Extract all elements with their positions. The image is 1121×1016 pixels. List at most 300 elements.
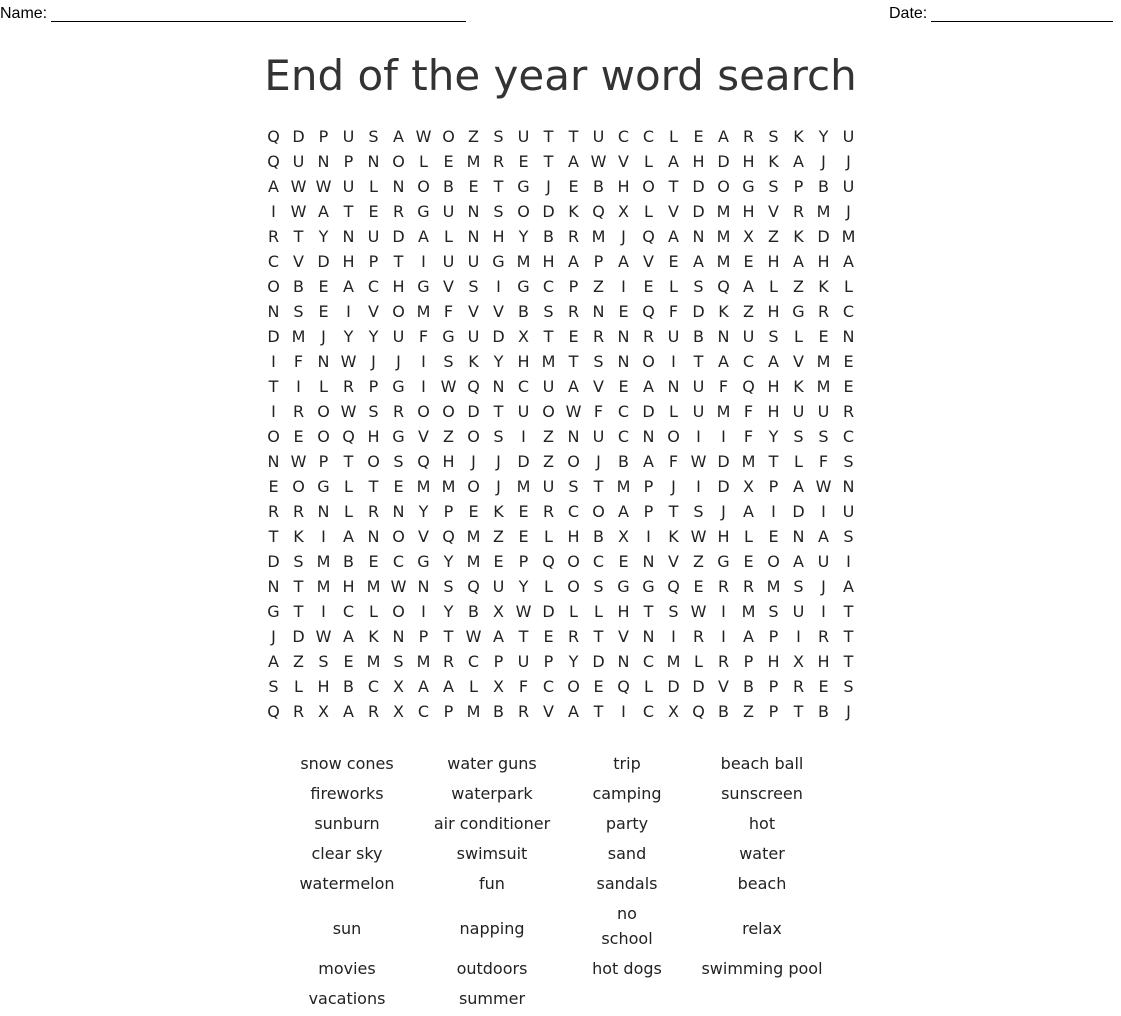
grid-letter: B: [718, 702, 729, 721]
grid-letter: U: [542, 377, 555, 396]
grid-letter: A: [568, 702, 579, 721]
grid-letter: E: [618, 302, 629, 321]
grid-letter: S: [493, 427, 504, 446]
grid-letter: G: [642, 577, 655, 596]
grid-letter: Y: [318, 227, 329, 246]
grid-letter: D: [267, 552, 280, 571]
grid-letter: U: [442, 252, 455, 271]
grid-letter: K: [768, 152, 779, 171]
grid-letter: A: [743, 627, 754, 646]
grid-letter: I: [496, 277, 501, 296]
grid-letter: O: [667, 427, 680, 446]
grid-letter: P: [368, 252, 379, 271]
grid-row: [261, 624, 861, 649]
grid-letter: C: [642, 127, 655, 146]
grid-letter: E: [543, 627, 554, 646]
grid-letter: P: [568, 277, 579, 296]
grid-letter: R: [592, 327, 605, 346]
grid-letter: S: [393, 452, 404, 471]
grid-letter: N: [317, 152, 330, 171]
grid-letter: H: [767, 302, 780, 321]
grid-letter: H: [767, 377, 780, 396]
grid-letter: F: [668, 302, 679, 321]
grid-letter: L: [344, 502, 353, 521]
grid-letter: X: [493, 677, 504, 696]
grid-letter: A: [568, 152, 579, 171]
grid-letter: G: [517, 277, 530, 296]
grid-letter: O: [317, 402, 330, 421]
grid-letter: S: [693, 502, 704, 521]
grid-letter: M: [741, 452, 756, 471]
word-list-item: relax: [742, 919, 782, 938]
grid-letter: B: [743, 677, 754, 696]
grid-letter: N: [467, 202, 480, 221]
date-field: [889, 2, 1113, 24]
grid-letter: B: [468, 602, 479, 621]
grid-letter: A: [643, 452, 654, 471]
grid-letter: I: [796, 627, 801, 646]
grid-letter: D: [717, 152, 730, 171]
grid-letter: K: [793, 227, 804, 246]
grid-letter: S: [768, 327, 779, 346]
grid-letter: N: [692, 227, 705, 246]
word-list-item: water guns: [447, 754, 537, 773]
grid-letter: N: [392, 627, 405, 646]
grid-letter: C: [417, 702, 430, 721]
grid-letter: Z: [693, 552, 704, 571]
grid-letter: Y: [568, 652, 579, 671]
grid-letter: M: [466, 552, 481, 571]
grid-letter: R: [817, 627, 830, 646]
grid-letter: U: [842, 502, 855, 521]
grid-letter: O: [592, 502, 605, 521]
grid-letter: E: [518, 152, 529, 171]
grid-letter: P: [743, 652, 754, 671]
grid-letter: Y: [768, 427, 779, 446]
grid-letter: A: [718, 127, 729, 146]
grid-row: [261, 574, 861, 599]
grid-letter: G: [317, 477, 330, 496]
grid-letter: T: [368, 477, 379, 496]
grid-letter: G: [267, 602, 280, 621]
grid-letter: O: [542, 402, 555, 421]
grid-letter: Z: [443, 427, 454, 446]
grid-letter: N: [667, 377, 680, 396]
grid-letter: A: [343, 527, 354, 546]
grid-letter: A: [743, 502, 754, 521]
grid-letter: Q: [267, 127, 280, 146]
grid-letter: T: [493, 177, 504, 196]
grid-letter: F: [818, 452, 829, 471]
grid-letter: W: [315, 627, 332, 646]
grid-letter: L: [569, 602, 578, 621]
grid-letter: U: [692, 402, 705, 421]
grid-letter: O: [292, 477, 305, 496]
word-list-item: swimsuit: [456, 844, 528, 863]
grid-letter: L: [444, 227, 453, 246]
grid-letter: S: [593, 577, 604, 596]
grid-letter: N: [317, 352, 330, 371]
grid-letter: Q: [467, 577, 480, 596]
grid-letter: W: [390, 577, 407, 596]
grid-letter: N: [642, 627, 655, 646]
grid-letter: E: [293, 427, 304, 446]
grid-letter: T: [268, 527, 279, 546]
grid-letter: R: [492, 152, 505, 171]
grid-letter: C: [592, 552, 605, 571]
grid-letter: O: [517, 202, 530, 221]
grid-letter: G: [617, 577, 630, 596]
word-list-item: sunscreen: [721, 784, 803, 803]
grid-letter: S: [293, 302, 304, 321]
grid-letter: P: [443, 702, 454, 721]
grid-letter: R: [792, 677, 805, 696]
grid-letter: X: [493, 602, 504, 621]
grid-letter: V: [793, 352, 804, 371]
grid-letter: T: [843, 602, 854, 621]
name-line: [51, 5, 466, 22]
grid-letter: M: [466, 152, 481, 171]
grid-letter: U: [342, 127, 355, 146]
grid-letter: V: [493, 302, 504, 321]
grid-letter: V: [718, 677, 729, 696]
grid-letter: M: [741, 602, 756, 621]
grid-letter: O: [467, 427, 480, 446]
grid-letter: A: [393, 127, 404, 146]
grid-letter: L: [794, 452, 803, 471]
word-list-item: watermelon: [299, 874, 395, 893]
grid-letter: S: [368, 127, 379, 146]
grid-letter: I: [321, 527, 326, 546]
grid-letter: A: [768, 352, 779, 371]
grid-letter: W: [690, 602, 707, 621]
grid-letter: N: [642, 427, 655, 446]
grid-letter: M: [416, 302, 431, 321]
grid-letter: L: [794, 327, 803, 346]
grid-letter: R: [392, 202, 405, 221]
grid-letter: U: [342, 177, 355, 196]
grid-row: [261, 199, 861, 224]
grid-letter: M: [766, 577, 781, 596]
grid-letter: F: [718, 377, 729, 396]
grid-letter: I: [671, 627, 676, 646]
grid-letter: K: [793, 377, 804, 396]
grid-letter: C: [542, 277, 555, 296]
word-list-item: camping: [592, 784, 662, 803]
grid-letter: I: [521, 427, 526, 446]
grid-letter: D: [392, 227, 405, 246]
grid-letter: U: [392, 327, 405, 346]
grid-letter: U: [517, 127, 530, 146]
grid-letter: G: [392, 377, 405, 396]
grid-letter: Z: [743, 302, 754, 321]
grid-letter: B: [618, 452, 629, 471]
grid-letter: R: [517, 702, 530, 721]
grid-letter: R: [842, 402, 855, 421]
grid-letter: M: [291, 327, 306, 346]
grid-letter: C: [367, 677, 380, 696]
grid-letter: S: [393, 652, 404, 671]
grid-letter: U: [817, 402, 830, 421]
grid-letter: L: [544, 527, 553, 546]
grid-letter: K: [818, 277, 829, 296]
grid-letter: V: [468, 302, 479, 321]
grid-letter: M: [716, 227, 731, 246]
word-list-item: summer: [458, 989, 526, 1008]
grid-letter: C: [517, 377, 530, 396]
grid-letter: Y: [518, 227, 529, 246]
grid-letter: M: [591, 227, 606, 246]
grid-letter: T: [593, 627, 604, 646]
grid-letter: R: [267, 502, 280, 521]
grid-letter: H: [817, 652, 830, 671]
grid-row: [261, 449, 861, 474]
grid-letter: A: [443, 677, 454, 696]
grid-letter: W: [290, 177, 307, 196]
grid-letter: S: [293, 552, 304, 571]
grid-letter: N: [267, 452, 280, 471]
grid-letter: H: [617, 177, 630, 196]
grid-letter: E: [768, 527, 779, 546]
grid-letter: Y: [368, 327, 379, 346]
grid-letter: I: [721, 427, 726, 446]
grid-letter: Z: [768, 227, 779, 246]
grid-letter: Z: [543, 452, 554, 471]
grid-letter: E: [368, 552, 379, 571]
grid-letter: L: [644, 152, 653, 171]
grid-letter: A: [668, 227, 679, 246]
word-list-item: vacations: [308, 989, 386, 1008]
grid-letter: M: [516, 477, 531, 496]
grid-letter: J: [821, 152, 826, 171]
grid-letter: L: [369, 177, 378, 196]
grid-letter: B: [593, 177, 604, 196]
grid-letter: W: [515, 602, 532, 621]
grid-letter: I: [671, 352, 676, 371]
grid-letter: T: [768, 452, 779, 471]
grid-letter: O: [567, 552, 580, 571]
grid-letter: O: [717, 177, 730, 196]
grid-letter: N: [492, 377, 505, 396]
grid-letter: X: [618, 527, 629, 546]
grid-letter: U: [842, 127, 855, 146]
grid-letter: H: [817, 252, 830, 271]
grid-letter: X: [393, 702, 404, 721]
grid-letter: N: [792, 527, 805, 546]
grid-letter: J: [846, 152, 851, 171]
grid-letter: E: [268, 477, 279, 496]
grid-letter: N: [267, 302, 280, 321]
grid-letter: F: [418, 327, 429, 346]
grid-row: [261, 549, 861, 574]
grid-letter: X: [743, 227, 754, 246]
grid-letter: N: [317, 502, 330, 521]
grid-letter: J: [271, 627, 276, 646]
grid-letter: N: [392, 502, 405, 521]
grid-letter: Y: [418, 502, 429, 521]
grid-letter: F: [518, 677, 529, 696]
grid-letter: G: [417, 277, 430, 296]
grid-letter: U: [467, 327, 480, 346]
grid-letter: C: [742, 352, 755, 371]
grid-letter: M: [441, 477, 456, 496]
grid-letter: D: [717, 452, 730, 471]
grid-letter: A: [793, 552, 804, 571]
grid-letter: U: [817, 552, 830, 571]
grid-letter: N: [842, 327, 855, 346]
grid-letter: R: [442, 652, 455, 671]
grid-letter: N: [392, 177, 405, 196]
grid-letter: R: [567, 627, 580, 646]
grid-letter: R: [342, 377, 355, 396]
grid-letter: X: [668, 702, 679, 721]
grid-letter: D: [517, 452, 530, 471]
grid-row: [261, 599, 861, 624]
grid-letter: P: [318, 452, 329, 471]
grid-letter: Q: [742, 377, 755, 396]
grid-letter: L: [744, 527, 753, 546]
grid-letter: Z: [293, 652, 304, 671]
grid-letter: S: [768, 127, 779, 146]
grid-letter: C: [392, 552, 405, 571]
grid-letter: Z: [743, 702, 754, 721]
grid-letter: T: [393, 252, 404, 271]
grid-letter: C: [617, 127, 630, 146]
grid-letter: W: [440, 377, 457, 396]
grid-letter: E: [318, 277, 329, 296]
grid-letter: E: [393, 477, 404, 496]
grid-letter: Y: [518, 577, 529, 596]
word-list-item: waterpark: [451, 784, 533, 803]
grid-letter: H: [392, 277, 405, 296]
grid-letter: D: [492, 327, 505, 346]
grid-letter: I: [721, 602, 726, 621]
grid-letter: I: [296, 377, 301, 396]
word-search-grid: [261, 124, 861, 724]
grid-letter: U: [292, 152, 305, 171]
grid-letter: B: [593, 527, 604, 546]
grid-letter: O: [417, 177, 430, 196]
grid-letter: D: [542, 202, 555, 221]
grid-letter: L: [844, 277, 853, 296]
worksheet-header: [0, 2, 1121, 26]
grid-letter: E: [518, 527, 529, 546]
grid-letter: P: [768, 702, 779, 721]
grid-letter: L: [469, 677, 478, 696]
grid-letter: P: [643, 477, 654, 496]
grid-letter: N: [342, 227, 355, 246]
grid-letter: V: [418, 427, 429, 446]
grid-row: [261, 124, 861, 149]
grid-letter: Y: [818, 127, 829, 146]
grid-letter: M: [716, 402, 731, 421]
grid-letter: D: [592, 652, 605, 671]
grid-letter: N: [717, 327, 730, 346]
grid-letter: M: [416, 652, 431, 671]
grid-letter: P: [443, 502, 454, 521]
grid-letter: E: [818, 677, 829, 696]
grid-letter: P: [768, 477, 779, 496]
grid-letter: S: [568, 477, 579, 496]
grid-letter: R: [292, 502, 305, 521]
grid-letter: K: [568, 202, 579, 221]
grid-letter: E: [693, 577, 704, 596]
grid-letter: B: [818, 702, 829, 721]
grid-letter: R: [367, 502, 380, 521]
grid-letter: S: [493, 202, 504, 221]
grid-letter: C: [267, 252, 280, 271]
grid-letter: S: [268, 677, 279, 696]
grid-letter: Z: [793, 277, 804, 296]
grid-letter: D: [692, 202, 705, 221]
grid-letter: I: [271, 402, 276, 421]
grid-letter: Q: [442, 527, 455, 546]
grid-letter: X: [743, 477, 754, 496]
grid-letter: S: [468, 277, 479, 296]
grid-letter: A: [743, 277, 754, 296]
grid-letter: U: [592, 127, 605, 146]
grid-letter: F: [668, 452, 679, 471]
grid-letter: H: [742, 152, 755, 171]
grid-letter: V: [768, 202, 779, 221]
grid-letter: M: [816, 377, 831, 396]
grid-letter: U: [517, 652, 530, 671]
grid-letter: V: [418, 527, 429, 546]
grid-letter: C: [542, 677, 555, 696]
grid-letter: C: [342, 602, 355, 621]
word-list-item: sunburn: [314, 814, 380, 833]
grid-letter: T: [643, 602, 654, 621]
grid-letter: E: [593, 677, 604, 696]
grid-letter: C: [467, 652, 480, 671]
grid-letter: E: [818, 327, 829, 346]
grid-letter: R: [267, 227, 280, 246]
grid-letter: B: [343, 552, 354, 571]
grid-letter: I: [621, 277, 626, 296]
grid-letter: E: [843, 352, 854, 371]
grid-letter: L: [644, 202, 653, 221]
grid-letter: E: [743, 552, 754, 571]
grid-letter: O: [392, 152, 405, 171]
grid-letter: I: [621, 702, 626, 721]
grid-letter: R: [542, 502, 555, 521]
grid-letter: U: [492, 577, 505, 596]
grid-letter: T: [293, 227, 304, 246]
word-list-item: trip: [613, 754, 641, 773]
grid-letter: H: [717, 527, 730, 546]
grid-letter: E: [468, 177, 479, 196]
grid-letter: J: [471, 452, 476, 471]
grid-letter: P: [343, 152, 354, 171]
grid-row: [261, 524, 861, 549]
grid-letter: K: [468, 352, 479, 371]
grid-letter: L: [319, 377, 328, 396]
grid-letter: A: [793, 252, 804, 271]
grid-letter: A: [693, 252, 704, 271]
grid-letter: U: [517, 402, 530, 421]
grid-row: [261, 674, 861, 699]
grid-letter: M: [316, 577, 331, 596]
grid-letter: C: [642, 652, 655, 671]
grid-letter: V: [618, 152, 629, 171]
grid-letter: J: [821, 577, 826, 596]
name-label: Name:: [0, 5, 48, 22]
grid-letter: H: [692, 152, 705, 171]
grid-row: [261, 249, 861, 274]
grid-letter: D: [692, 302, 705, 321]
grid-letter: G: [442, 327, 455, 346]
grid-letter: S: [768, 602, 779, 621]
